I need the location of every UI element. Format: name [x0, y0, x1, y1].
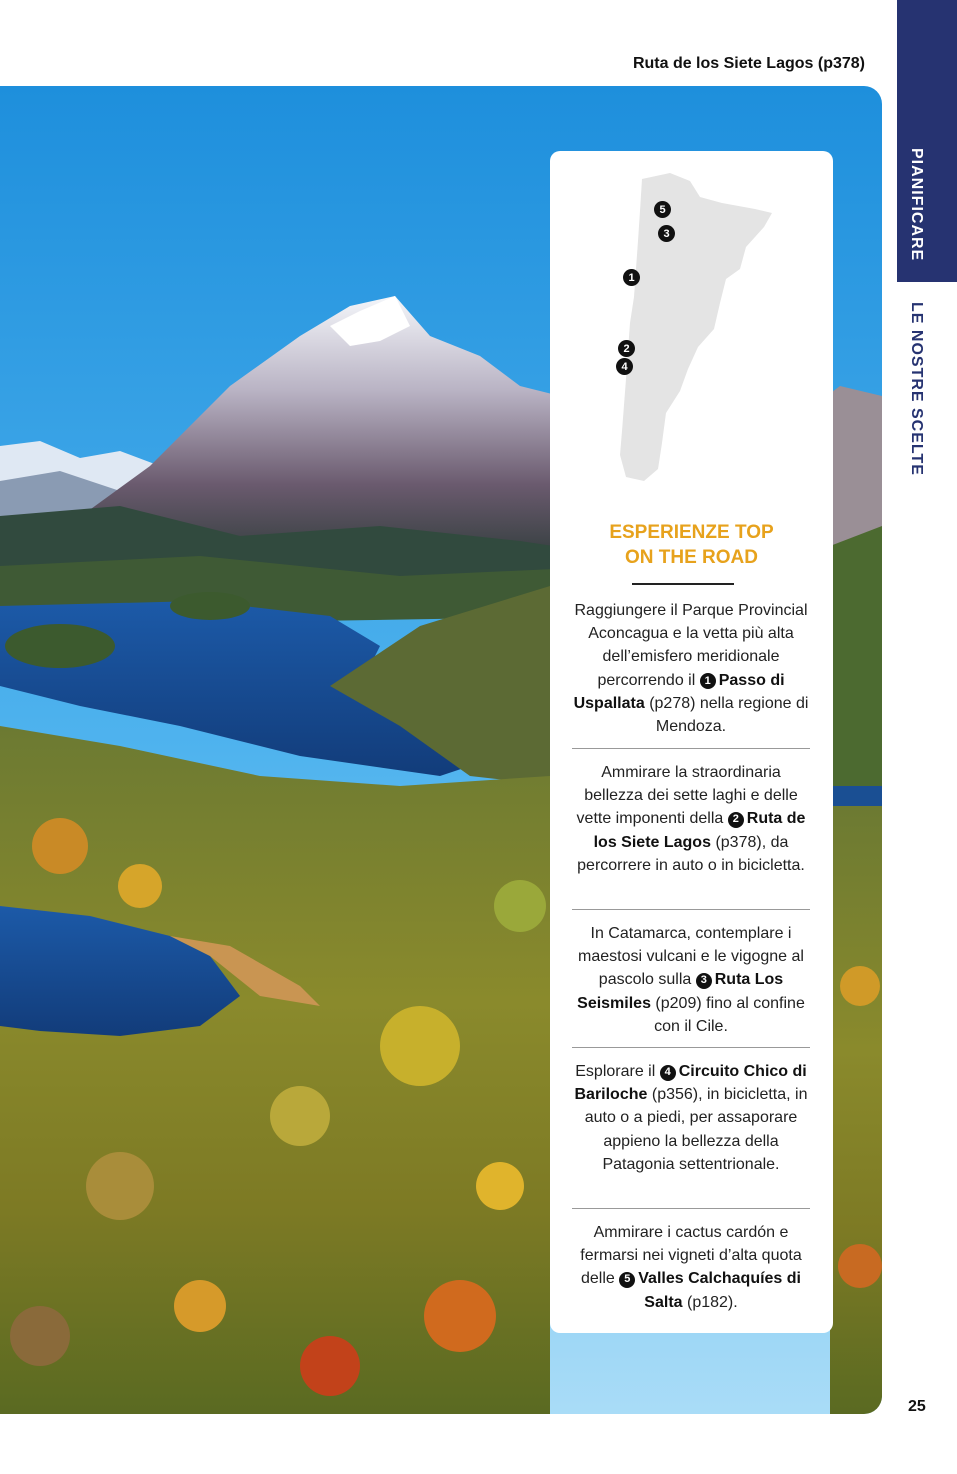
map-marker-3: 3 — [658, 225, 675, 242]
experience-item-5: Ammirare i cactus cardón e fermarsi nei vigneti d’alta quota delle 5 Valles Calchaquíes di Salta (p182). — [580, 1224, 802, 1311]
divider — [572, 1208, 810, 1209]
map-marker-1: 1 — [623, 269, 640, 286]
section-label: PIANIFICARE — [908, 148, 925, 262]
map-marker-2: 2 — [618, 340, 635, 357]
section-tab — [897, 0, 957, 282]
divider — [572, 909, 810, 910]
map-marker-5: 5 — [654, 201, 671, 218]
argentina-map — [550, 151, 833, 511]
number-badge-3: 3 — [696, 973, 712, 989]
page-number: 25 — [908, 1398, 926, 1415]
top-experiences-panel — [550, 151, 833, 1333]
panel-title-line-2: ON THE ROAD — [625, 547, 758, 568]
number-badge-2: 2 — [728, 812, 744, 828]
experience-item-2: Ammirare la straordinaria bellezza dei sette laghi e delle vette imponenti della 2 Ruta de los Siete Lagos (p378), da percorrere in auto o in bicicletta. — [576, 764, 806, 874]
divider — [572, 748, 810, 749]
divider — [572, 1047, 810, 1048]
subsection-label: LE NOSTRE SCELTE — [908, 302, 925, 476]
experience-item-3: In Catamarca, contemplare i maestosi vulcani e le vigogne al pascolo sulla 3 Ruta Los Seismiles (p209) fino al confine con il Cile. — [577, 925, 805, 1035]
number-badge-1: 1 — [700, 673, 716, 689]
number-badge-4: 4 — [660, 1065, 676, 1081]
number-badge-5: 5 — [619, 1272, 635, 1288]
photo-caption: Ruta de los Siete Lagos (p378) — [632, 55, 865, 72]
map-marker-4: 4 — [616, 358, 633, 375]
panel-title-line-1: ESPERIENZE TOP — [609, 522, 774, 543]
experience-item-4: Esplorare il 4 Circuito Chico di Bariloche (p356), in bicicletta, in auto o a piedi, per assaporare appieno la bellezza della Patagonia settentrionale. — [574, 1063, 808, 1173]
title-rule — [632, 583, 734, 585]
experience-item-1: Raggiungere il Parque Provincial Aconcagua e la vetta più alta dell’emisfero meridionale percorrendo il 1 Passo di Uspallata (p278) nella regione di Mendoza. — [573, 602, 809, 736]
